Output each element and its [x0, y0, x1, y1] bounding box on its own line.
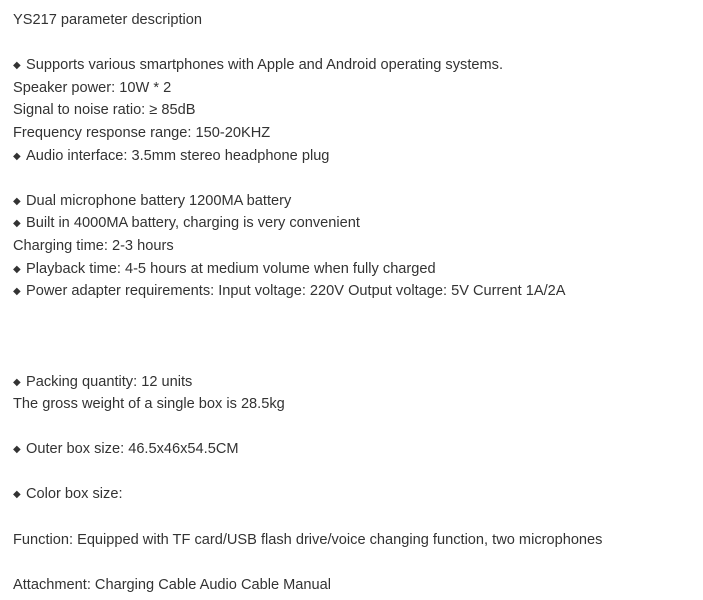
product-description: [13, 9, 699, 596]
doc-title: YS217 parameter description: [13, 12, 203, 28]
spec-line-power-adapter: ◆ Power adapter requirements: Input voltage: 220V Output voltage: 5V Current 1A/2A: [13, 280, 699, 303]
diamond-bullet-icon: ◆: [13, 489, 21, 501]
diamond-bullet-icon: ◆: [13, 150, 21, 162]
spec-line-mic-battery: ◆ Dual microphone battery 1200MA battery: [13, 190, 699, 213]
diamond-bullet-icon: ◆: [13, 376, 21, 388]
spec-line-builtin-battery: ◆ Built in 4000MA battery, charging is very convenient: [13, 212, 699, 235]
spec-line-snr: Signal to noise ratio: ≥ 85dB: [13, 102, 196, 119]
spacer: [13, 167, 699, 190]
diamond-bullet-icon: ◆: [13, 60, 21, 72]
spec-line-color-box: ◆ Color box size:: [13, 483, 699, 506]
diamond-bullet-icon: ◆: [13, 195, 21, 207]
spec-line-outer-box: ◆ Outer box size: 46.5x46x54.5CM: [13, 438, 699, 461]
spec-line-packing-quantity: ◆ Packing quantity: 12 units: [13, 371, 699, 394]
spec-line-frequency: Frequency response range: 150-20KHZ: [13, 124, 271, 141]
spec-line-audio-interface: ◆ Audio interface: 3.5mm stereo headphone plug: [13, 145, 699, 168]
spec-line-charging-time: Charging time: 2-3 hours: [13, 237, 174, 254]
spec-line-gross-weight: The gross weight of a single box is 28.5kg: [13, 396, 285, 413]
spec-line-compatibility: ◆ Supports various smartphones with Apple and Android operating systems.: [13, 54, 699, 77]
diamond-bullet-icon: ◆: [13, 286, 21, 298]
spacer: [13, 551, 699, 574]
spacer: [13, 416, 699, 439]
diamond-bullet-icon: ◆: [13, 263, 21, 275]
spacer: [13, 303, 699, 371]
spacer: [13, 32, 699, 55]
spacer: [13, 461, 699, 484]
spec-line-attachment: Attachment: Charging Cable Audio Cable Manual: [13, 576, 332, 593]
spec-line-playback-time: ◆ Playback time: 4-5 hours at medium volume when fully charged: [13, 258, 699, 281]
spec-line-speaker-power: Speaker power: 10W * 2: [13, 79, 172, 96]
diamond-bullet-icon: ◆: [13, 218, 21, 230]
spacer: [13, 506, 699, 529]
spec-line-function: Function: Equipped with TF card/USB flash drive/voice changing function, two microphones: [13, 531, 603, 548]
diamond-bullet-icon: ◆: [13, 444, 21, 456]
